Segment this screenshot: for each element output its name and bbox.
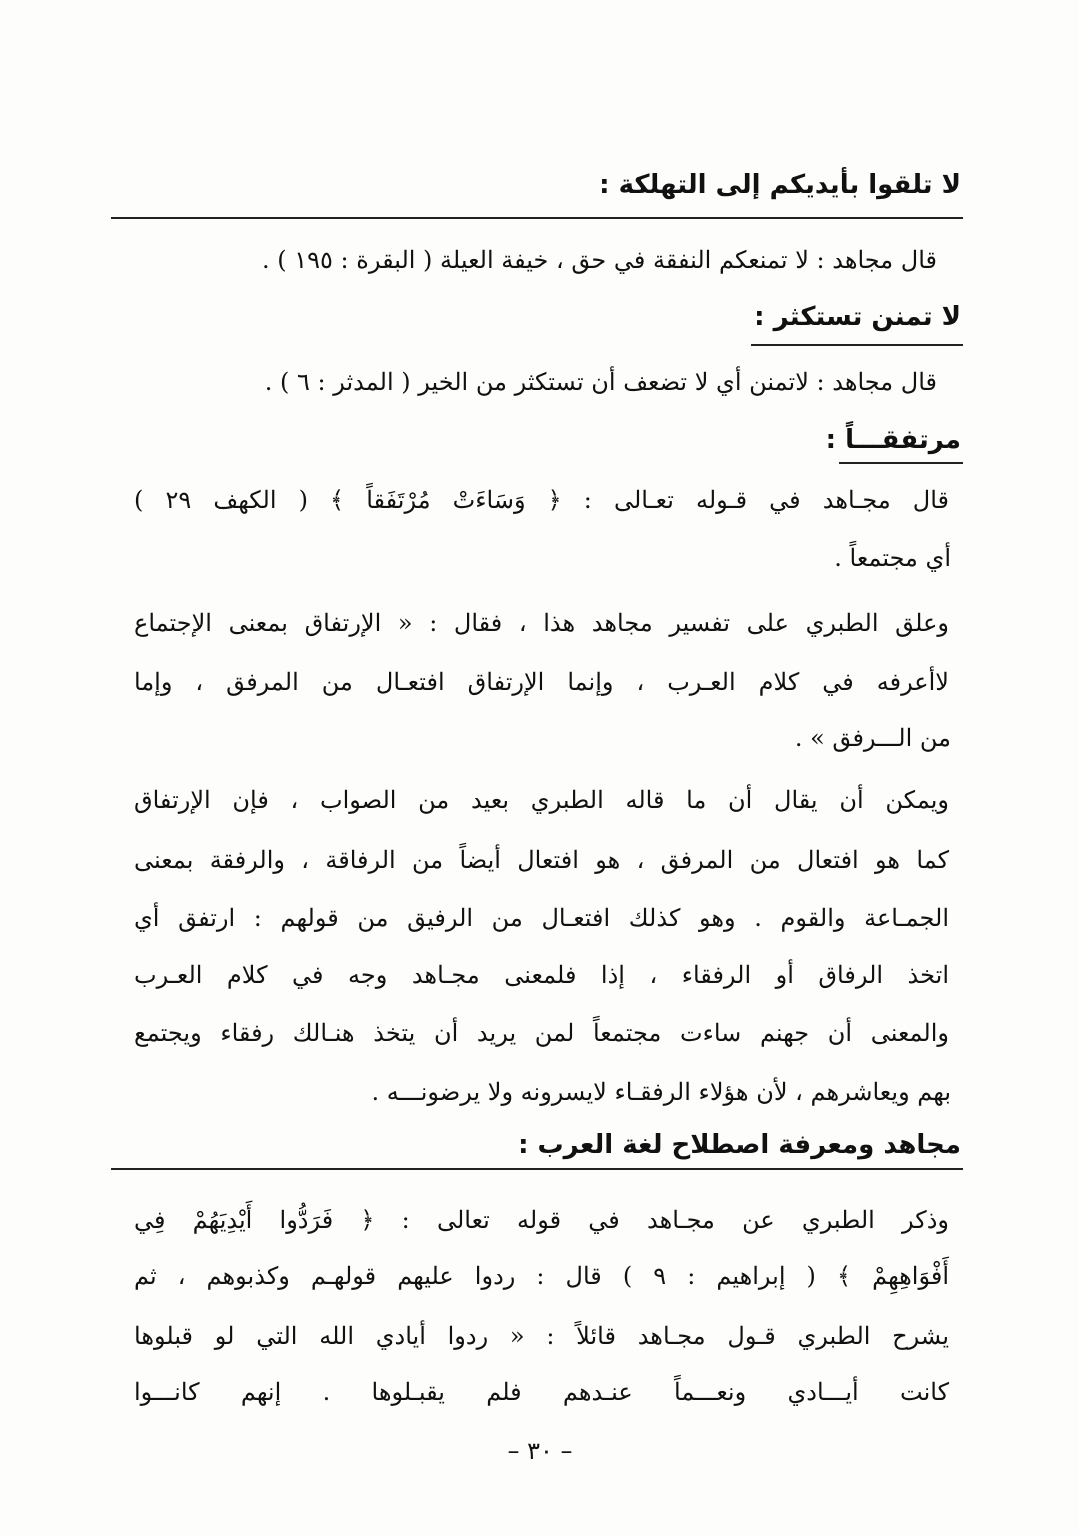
text-line: من الـــرفق » . (794, 724, 951, 752)
section-heading-4: مجاهد ومعرفة اصطلاح لغة العرب : (518, 1130, 961, 1160)
text-line: بهم ويعاشرهم ، لأن هؤلاء الرفقـاء لايسرونه ولا يرضونـــه . (371, 1078, 951, 1106)
section-heading-2: لا تمنن تستكثر : (754, 302, 961, 332)
text-line: قال مجـاهد في قـوله تعـالى : ﴿ وَسَاءَتْ مُرْتَفَقاً ﴾ ( الكهف ٢٩ ) (134, 486, 949, 514)
text-line: يشرح الطبري قـول مجـاهد قائلاً : « ردوا أيادي الله التي لو قبلوها (134, 1322, 949, 1350)
heading-underline-4 (111, 1168, 963, 1170)
heading-underline-1 (111, 217, 963, 219)
text-line: كانت أيـــادي ونعـــماً عنـدهم فلم يقبـلوها . إنهم كانـــوا (134, 1378, 949, 1406)
text-line: وذكر الطبري عن مجـاهد في قوله تعالى : ﴿ فَرَدُّوا أَيْدِيَهُمْ فِي (134, 1206, 949, 1234)
text-line: الجمـاعة والقوم . وهو كذلك افتعـال من الرفيق من قولهم : ارتفق أي (134, 904, 949, 932)
text-line: ويمكن أن يقال أن ما قاله الطبري بعيد من الصواب ، فإن الإرتفاق (134, 786, 949, 814)
text-line: والمعنى أن جهنم ساءت مجتمعاً لمن يريد أن يتخذ هنـالك رفقاء ويجتمع (134, 1019, 949, 1047)
text-line: قال مجاهد : لا تمنعكم النفقة في حق ، خيفة العيلة ( البقرة : ١٩٥ ) . (261, 246, 937, 274)
text-line: قال مجاهد : لاتمنن أي لا تضعف أن تستكثر من الخير ( المدثر : ٦ ) . (264, 368, 937, 396)
section-heading-1: لا تلقوا بأيديكم إلى التهلكة : (599, 170, 961, 200)
text-line: اتخذ الرفاق أو الرفقاء ، إذا فلمعنى مجـاهد وجه في كلام العـرب (134, 961, 949, 989)
text-line: وعلق الطبري على تفسير مجاهد هذا ، فقال : « الإرتفاق بمعنى الإجتماع (134, 609, 949, 637)
heading-underline-2 (751, 344, 963, 346)
section-heading-3: مرتفقـــاً : (825, 425, 961, 455)
heading-underline-3 (839, 462, 963, 464)
text-line: أي مجتمعاً . (834, 544, 951, 572)
page-number: – ٣٠ – (507, 1437, 573, 1465)
text-line: لاأعرفه في كلام العـرب ، وإنما الإرتفاق افتعـال من المرفق ، وإما (134, 668, 949, 696)
text-line: أَفْوَاهِهِمْ ﴾ ( إبراهيم : ٩ ) قال : ردوا عليهم قولهـم وكذبوهم ، ثم (134, 1262, 949, 1290)
text-line: كما هو افتعال من المرفق ، هو افتعال أيضاً من الرفاقة ، والرفقة بمعنى (134, 846, 950, 874)
